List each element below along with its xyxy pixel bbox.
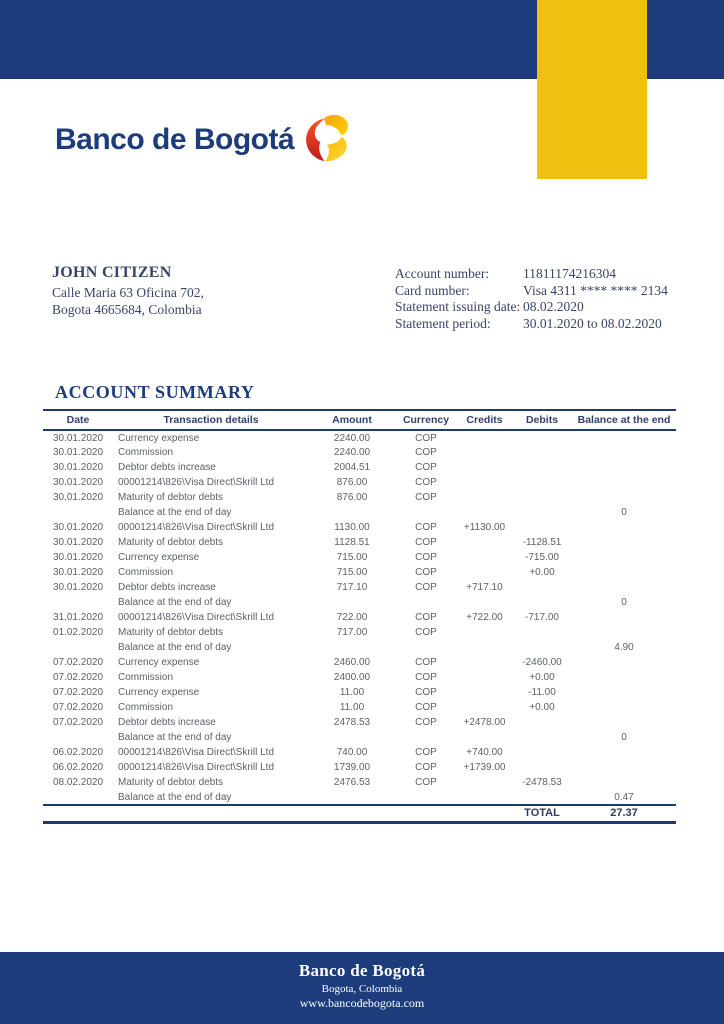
table-cell: 717.00: [336, 627, 368, 638]
table-row: [43, 625, 676, 640]
table-row: [43, 685, 676, 700]
table-cell: 2400.00: [333, 672, 371, 683]
table-row: [43, 490, 676, 505]
table-cell: 06.02.2020: [52, 747, 104, 758]
table-cell: [309, 640, 395, 655]
table-cell: COP: [415, 537, 437, 548]
table-cell: 0: [621, 507, 627, 518]
table-cell: Balance at the end of day: [118, 597, 232, 608]
table-cell: 07.02.2020: [52, 657, 104, 668]
table-cell: [572, 685, 676, 700]
table-row: [43, 430, 676, 445]
table-cell: COP: [415, 582, 437, 593]
table-cell: 722.00: [336, 612, 368, 623]
table-cell: [512, 490, 572, 505]
table-cell: [512, 430, 572, 445]
table-cell: 2240.00: [333, 447, 371, 458]
table-row: [43, 595, 676, 610]
table-cell: 715.00: [336, 567, 368, 578]
table-cell: 2476.53: [333, 777, 371, 788]
total-label: TOTAL: [524, 807, 560, 820]
table-cell: -11.00: [528, 687, 556, 698]
table-cell: [457, 505, 512, 520]
table-cell: 31.01.2020: [52, 612, 104, 623]
table-cell: [457, 775, 512, 790]
table-row: [43, 745, 676, 760]
table-row: [43, 730, 676, 745]
table-cell: [309, 505, 395, 520]
table-cell: 30.01.2020: [52, 537, 104, 548]
table-cell: 2460.00: [333, 657, 371, 668]
table-cell: COP: [415, 747, 437, 758]
table-cell: +0.00: [529, 702, 555, 713]
table-cell: COP: [415, 657, 437, 668]
table-cell: COP: [415, 762, 437, 773]
table-cell: [572, 475, 676, 490]
table-cell: COP: [415, 552, 437, 563]
table-cell: +740.00: [466, 747, 503, 758]
table-cell: 2478.53: [333, 717, 371, 728]
table-cell: Commission: [118, 567, 174, 578]
table-cell: Balance at the end of day: [118, 642, 232, 653]
table-cell: 876.00: [336, 477, 368, 488]
table-cell: [43, 595, 113, 610]
table-cell: Debtor debts increase: [118, 462, 216, 473]
footer-bank-name: Banco de Bogotá: [298, 961, 426, 980]
table-cell: [395, 730, 457, 745]
table-row: [43, 775, 676, 790]
table-cell: [512, 760, 572, 775]
table-cell: [457, 535, 512, 550]
table-cell: COP: [415, 672, 437, 683]
table-cell: [572, 520, 676, 535]
total-row-spacer: [43, 805, 512, 822]
table-cell: [457, 475, 512, 490]
table-cell: [512, 715, 572, 730]
table-cell: [512, 790, 572, 805]
customer-name: JOHN CITIZEN: [52, 264, 172, 281]
table-cell: [572, 700, 676, 715]
column-header: Credits: [466, 414, 503, 426]
table-cell: [512, 460, 572, 475]
table-cell: 00001214\826\Visa Direct\Skrill Ltd: [118, 612, 275, 623]
table-cell: [457, 685, 512, 700]
table-cell: [457, 625, 512, 640]
table-cell: [512, 625, 572, 640]
table-cell: COP: [415, 627, 437, 638]
table-cell: [512, 475, 572, 490]
column-header: Debits: [525, 414, 559, 426]
table-row: [43, 790, 676, 805]
table-cell: [572, 760, 676, 775]
table-cell: 00001214\826\Visa Direct\Skrill Ltd: [118, 747, 275, 758]
table-cell: 30.01.2020: [52, 432, 104, 444]
footer-website-link[interactable]: www.bancodebogota.com: [299, 996, 425, 1010]
table-cell: -2460.00: [522, 657, 562, 668]
table-cell: [395, 505, 457, 520]
table-cell: 1739.00: [333, 762, 371, 773]
table-cell: [457, 655, 512, 670]
table-cell: COP: [415, 612, 437, 623]
footer-location: Bogota, Colombia: [321, 983, 403, 995]
table-cell: COP: [415, 462, 437, 473]
table-cell: 07.02.2020: [52, 717, 104, 728]
table-cell: 07.02.2020: [52, 672, 104, 683]
table-cell: [43, 730, 113, 745]
table-cell: [512, 595, 572, 610]
table-row: [43, 640, 676, 655]
table-cell: Currency expense: [118, 552, 200, 563]
table-cell: [572, 745, 676, 760]
table-cell: [572, 430, 676, 445]
table-cell: 30.01.2020: [52, 477, 104, 488]
table-cell: [457, 730, 512, 745]
table-cell: Balance at the end of day: [118, 791, 232, 803]
table-cell: 11.00: [339, 702, 365, 713]
table-cell: [309, 595, 395, 610]
table-row: [43, 550, 676, 565]
table-cell: [457, 595, 512, 610]
table-cell: [43, 790, 113, 805]
customer-address-line2: Bogota 4665684, Colombia: [52, 301, 202, 317]
table-row: [43, 655, 676, 670]
table-cell: [572, 460, 676, 475]
account-info-row: [395, 283, 668, 300]
table-cell: 30.01.2020: [52, 567, 104, 578]
table-cell: [572, 565, 676, 580]
yellow-accent-block: [537, 0, 647, 179]
table-cell: [512, 520, 572, 535]
table-cell: -717.00: [525, 612, 559, 623]
table-row: [43, 445, 676, 460]
table-cell: [43, 505, 113, 520]
table-row: [43, 760, 676, 775]
account-info-label: Card number:: [395, 282, 470, 298]
table-cell: [572, 610, 676, 625]
table-cell: [572, 670, 676, 685]
column-header: Currency: [402, 414, 450, 426]
table-cell: 0: [621, 732, 627, 743]
table-row: [43, 580, 676, 595]
table-cell: 4.90: [614, 642, 634, 653]
table-cell: 717.10: [336, 582, 368, 593]
column-header: Amount: [332, 414, 372, 426]
table-cell: -1128.51: [522, 537, 562, 548]
table-cell: Commission: [118, 702, 174, 713]
table-cell: -2478.53: [522, 777, 562, 788]
total-value: 27.37: [610, 807, 638, 820]
table-cell: [572, 775, 676, 790]
table-cell: [43, 640, 113, 655]
footer-banner: [0, 952, 724, 1024]
table-cell: [512, 640, 572, 655]
table-row: [43, 505, 676, 520]
column-header: Date: [66, 414, 90, 426]
table-cell: 0: [621, 597, 627, 608]
table-row: [43, 475, 676, 490]
table-cell: [395, 595, 457, 610]
table-cell: Commission: [118, 447, 174, 458]
table-cell: Balance at the end of day: [118, 732, 232, 743]
table-cell: 00001214\826\Visa Direct\Skrill Ltd: [118, 522, 275, 533]
table-cell: [572, 715, 676, 730]
summary-table-header-row: [43, 410, 676, 430]
table-cell: [309, 790, 395, 805]
table-cell: Currency expense: [118, 657, 200, 668]
table-cell: [572, 655, 676, 670]
table-row: [43, 670, 676, 685]
table-cell: 0.47: [614, 791, 634, 803]
table-cell: COP: [415, 432, 437, 444]
table-cell: Currency expense: [118, 432, 200, 444]
bank-swirl-icon: [302, 112, 352, 167]
summary-table-wrap: [43, 409, 676, 824]
table-cell: COP: [415, 477, 437, 488]
table-cell: Maturity of debtor debts: [118, 627, 224, 638]
table-cell: [457, 550, 512, 565]
account-info-value: 08.02.2020: [523, 299, 584, 314]
account-info-value: Visa 4311 **** **** 2134: [523, 282, 668, 298]
table-cell: 30.01.2020: [52, 582, 104, 593]
table-cell: 1130.00: [334, 522, 370, 533]
table-cell: [457, 790, 512, 805]
table-cell: Debtor debts increase: [118, 717, 216, 728]
column-header: Transaction details: [163, 414, 259, 426]
summary-table: [43, 409, 676, 824]
column-header: Balance at the end: [577, 414, 671, 426]
table-cell: [512, 445, 572, 460]
summary-table-body: [43, 430, 676, 805]
table-cell: 00001214\826\Visa Direct\Skrill Ltd: [118, 477, 275, 488]
table-cell: 00001214\826\Visa Direct\Skrill Ltd: [118, 762, 275, 773]
table-cell: +1130.00: [463, 522, 506, 533]
table-cell: 30.01.2020: [52, 462, 104, 473]
table-cell: [572, 625, 676, 640]
table-row: [43, 520, 676, 535]
table-cell: [512, 580, 572, 595]
table-cell: +0.00: [529, 567, 555, 578]
account-info-value: 11811174216304: [523, 266, 616, 281]
account-info-label: Account number:: [395, 266, 490, 281]
table-row: [43, 535, 676, 550]
table-cell: 06.02.2020: [52, 762, 104, 773]
table-cell: 30.01.2020: [52, 492, 104, 503]
table-cell: [395, 640, 457, 655]
table-cell: 1128.51: [334, 537, 370, 548]
table-cell: [457, 565, 512, 580]
table-cell: 07.02.2020: [52, 702, 104, 713]
table-row: [43, 715, 676, 730]
table-cell: [309, 730, 395, 745]
account-info-label: Statement period:: [395, 315, 491, 331]
table-cell: [457, 490, 512, 505]
table-row: [43, 610, 676, 625]
table-cell: COP: [415, 567, 437, 578]
table-cell: 30.01.2020: [52, 552, 104, 563]
table-cell: 08.02.2020: [52, 777, 104, 788]
account-info-row: [395, 266, 668, 283]
table-cell: [457, 460, 512, 475]
table-cell: COP: [415, 717, 437, 728]
table-cell: Commission: [118, 672, 174, 683]
customer-address-line1: Calle Maria 63 Oficina 702,: [52, 285, 204, 300]
account-info-rows: [395, 266, 668, 332]
table-cell: -715.00: [525, 552, 559, 563]
account-summary-title: ACCOUNT SUMMARY: [55, 382, 255, 402]
table-cell: 11.00: [339, 687, 365, 698]
table-cell: [572, 490, 676, 505]
table-cell: Maturity of debtor debts: [118, 537, 224, 548]
table-cell: 2004.51: [333, 462, 371, 473]
total-row: [43, 805, 676, 822]
table-cell: COP: [415, 492, 437, 503]
table-cell: COP: [415, 522, 437, 533]
table-cell: [395, 790, 457, 805]
table-cell: +0.00: [529, 672, 555, 683]
table-cell: [512, 745, 572, 760]
table-cell: [572, 550, 676, 565]
table-cell: 876.00: [336, 492, 368, 503]
table-cell: [572, 445, 676, 460]
account-info-value: 30.01.2020 to 08.02.2020: [523, 315, 662, 331]
table-cell: COP: [415, 702, 437, 713]
table-cell: COP: [415, 687, 437, 698]
customer-block: [52, 264, 204, 318]
table-cell: [457, 430, 512, 445]
table-cell: 30.01.2020: [52, 522, 104, 533]
table-cell: Debtor debts increase: [118, 582, 216, 593]
table-cell: 2240.00: [333, 432, 371, 444]
bank-logo: [55, 112, 352, 167]
table-cell: [512, 505, 572, 520]
table-cell: 715.00: [336, 552, 368, 563]
table-cell: Maturity of debtor debts: [118, 777, 224, 788]
table-cell: [457, 445, 512, 460]
table-cell: [457, 670, 512, 685]
table-cell: 740.00: [336, 747, 368, 758]
table-cell: +1739.00: [463, 762, 506, 773]
table-cell: +717.10: [466, 582, 503, 593]
table-row: [43, 460, 676, 475]
table-cell: +2478.00: [463, 717, 506, 728]
table-cell: [572, 535, 676, 550]
table-cell: [512, 730, 572, 745]
table-row: [43, 700, 676, 715]
table-cell: Balance at the end of day: [118, 507, 232, 518]
account-info-label: Statement issuing date:: [395, 299, 521, 314]
account-info-row: [395, 299, 668, 316]
table-cell: 07.02.2020: [52, 687, 104, 698]
table-cell: +722.00: [466, 612, 503, 623]
table-cell: 30.01.2020: [52, 447, 104, 458]
table-cell: COP: [415, 447, 437, 458]
account-info-row: [395, 316, 668, 333]
table-cell: [572, 580, 676, 595]
table-cell: [457, 700, 512, 715]
bank-logo-text: Banco de Bogotá: [55, 122, 295, 156]
table-cell: Maturity of debtor debts: [118, 492, 224, 503]
table-cell: [457, 640, 512, 655]
table-cell: COP: [415, 777, 437, 788]
table-cell: 01.02.2020: [52, 627, 104, 638]
table-row: [43, 565, 676, 580]
table-cell: Currency expense: [118, 687, 200, 698]
